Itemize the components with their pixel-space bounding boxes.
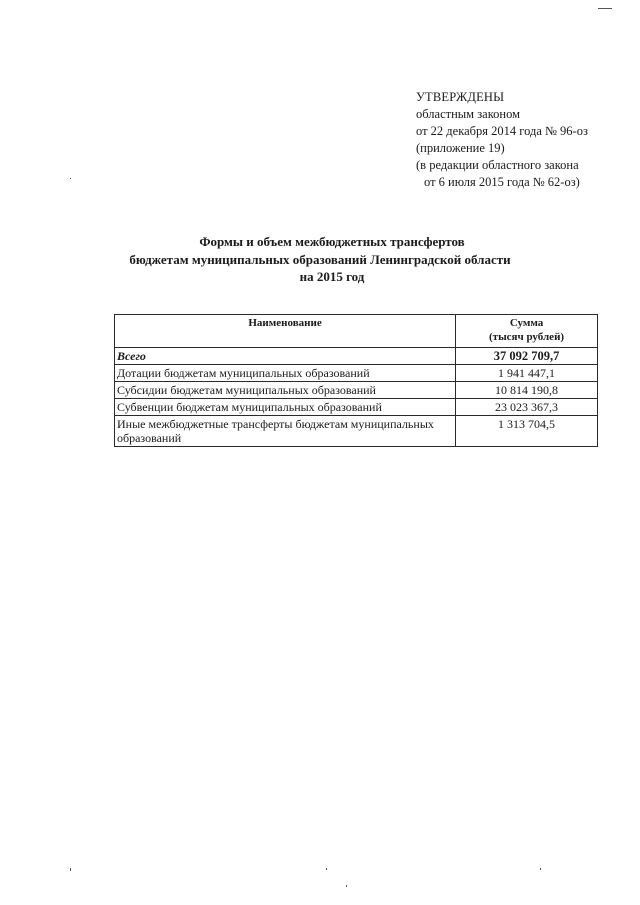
table-row bbox=[115, 399, 598, 416]
title-line: на 2015 год bbox=[299, 269, 365, 284]
row-sum: 1 941 447,1 bbox=[456, 365, 598, 382]
approval-line: от 22 декабря 2014 года № 96-оз bbox=[416, 124, 588, 138]
approval-line: (в редакции областного закона bbox=[416, 158, 579, 172]
table-row bbox=[115, 365, 598, 382]
header-sum bbox=[456, 315, 598, 348]
scan-speck bbox=[346, 885, 347, 887]
scan-speck bbox=[70, 178, 71, 179]
table-row bbox=[115, 382, 598, 399]
header-name: Наименование bbox=[115, 315, 456, 348]
scan-speck bbox=[326, 868, 327, 870]
row-name: Иные межбюджетные трансферты бюджетам муниципальных образований bbox=[115, 416, 456, 447]
approval-stamp bbox=[416, 89, 588, 191]
row-sum: 10 814 190,8 bbox=[456, 382, 598, 399]
table-row-total bbox=[115, 348, 598, 365]
header-sum-unit: (тысяч рублей) bbox=[489, 331, 565, 343]
approval-line: областным законом bbox=[416, 107, 521, 121]
row-name: Субсидии бюджетам муниципальных образований bbox=[115, 382, 456, 399]
row-name: Субвенции бюджетам муниципальных образований bbox=[115, 399, 456, 416]
document-title bbox=[0, 233, 640, 286]
scan-speck bbox=[598, 8, 612, 9]
approval-line: (приложение 19) bbox=[416, 141, 505, 155]
scan-speck bbox=[70, 868, 71, 871]
row-name: Дотации бюджетам муниципальных образований bbox=[115, 365, 456, 382]
approval-line: от 6 июля 2015 года № 62-оз) bbox=[424, 175, 580, 189]
title-line: Формы и объем межбюджетных трансфертов bbox=[199, 234, 465, 249]
total-name: Всего bbox=[115, 348, 456, 365]
scan-speck bbox=[540, 868, 541, 870]
title-line: бюджетам муниципальных образований Ленинградской области bbox=[129, 251, 511, 267]
row-sum: 23 023 367,3 bbox=[456, 399, 598, 416]
transfers-table bbox=[114, 314, 598, 447]
total-sum: 37 092 709,7 bbox=[456, 348, 598, 365]
table-header-row bbox=[115, 315, 598, 348]
row-sum: 1 313 704,5 bbox=[456, 416, 598, 447]
header-sum-label: Сумма bbox=[509, 317, 544, 329]
table-row bbox=[115, 416, 598, 447]
approval-heading: УТВЕРЖДЕНЫ bbox=[416, 90, 505, 104]
